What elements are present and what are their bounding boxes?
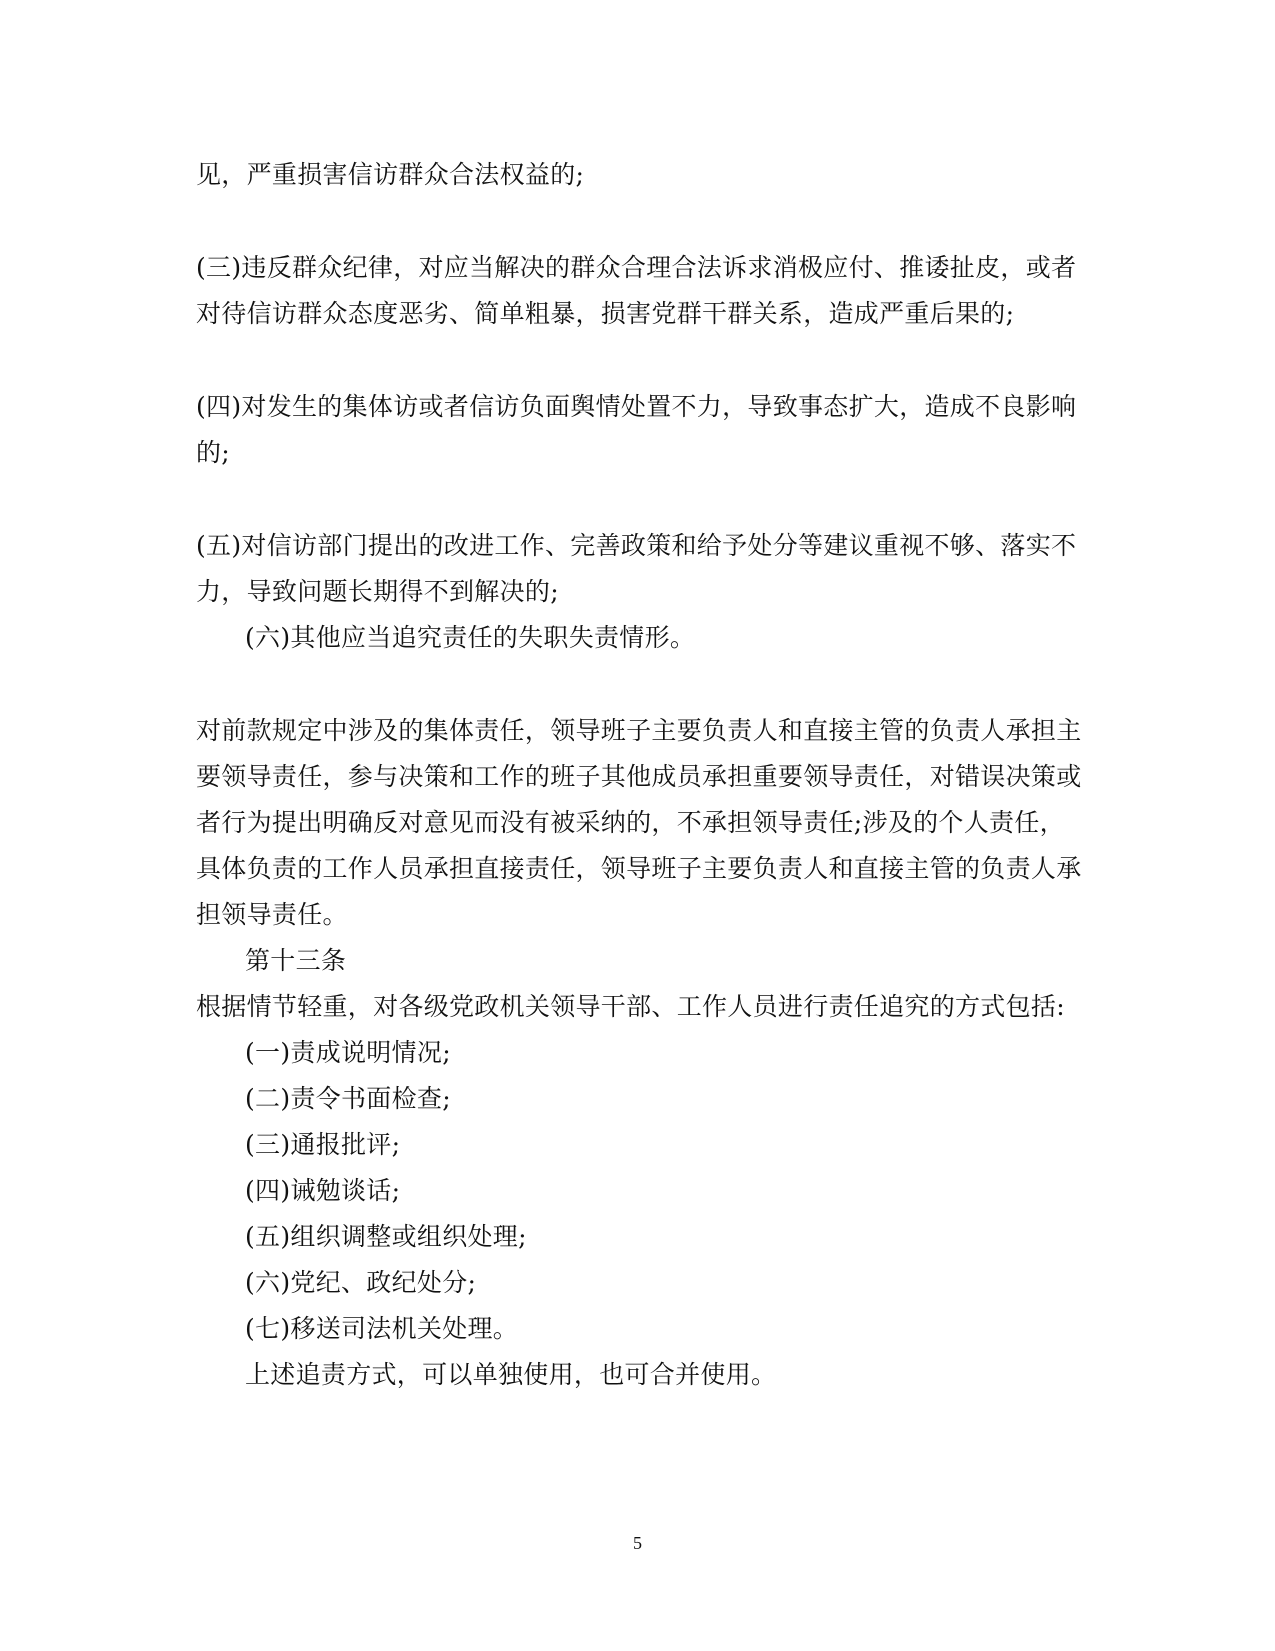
text-line-2: (三)违反群众纪律，对应当解决的群众合理合法诉求消极应付、推诿扯皮，或者: [196, 253, 1077, 282]
text-line-15: 根据情节轻重，对各级党政机关领导干部、工作人员进行责任追究的方式包括:: [196, 992, 1065, 1021]
text-line-1: 见，严重损害信访群众合法权益的;: [196, 160, 585, 189]
text-line-11: 者行为提出明确反对意见而没有被采纳的，不承担领导责任;涉及的个人责任，: [196, 808, 1065, 837]
text-line-12: 具体负责的工作人员承担直接责任，领导班子主要负责人和直接主管的负责人承: [196, 854, 1082, 883]
text-line-13: 担领导责任。: [196, 900, 348, 929]
page-number: 5: [633, 1533, 642, 1553]
list-item-2: (二)责令书面检查;: [245, 1084, 451, 1113]
text-line-9: 对前款规定中涉及的集体责任，领导班子主要负责人和直接主管的负责人承担主: [196, 716, 1082, 745]
list-item-5: (五)组织调整或组织处理;: [245, 1222, 527, 1251]
text-line-4: (四)对发生的集体访或者信访负面舆情处置不力，导致事态扩大，造成不良影响: [196, 392, 1077, 421]
list-item-4: (四)诫勉谈话;: [245, 1176, 401, 1205]
text-line-5: 的;: [196, 438, 231, 467]
text-line-8: (六)其他应当追究责任的失职失责情形。: [245, 623, 696, 652]
text-line-10: 要领导责任，参与决策和工作的班子其他成员承担重要领导责任，对错误决策或: [196, 762, 1082, 791]
text-line-23: 上述追责方式，可以单独使用，也可合并使用。: [245, 1360, 777, 1389]
list-item-7: (七)移送司法机关处理。: [245, 1314, 519, 1343]
list-item-1: (一)责成说明情况;: [245, 1038, 451, 1067]
text-line-7: 力，导致问题长期得不到解决的;: [196, 577, 559, 606]
text-line-3: 对待信访群众态度恶劣、简单粗暴，损害党群干群关系，造成严重后果的;: [196, 299, 1015, 328]
list-item-3: (三)通报批评;: [245, 1130, 401, 1159]
list-item-6: (六)党纪、政纪处分;: [245, 1268, 477, 1297]
text-line-6: (五)对信访部门提出的改进工作、完善政策和给予处分等建议重视不够、落实不: [196, 531, 1077, 560]
article-heading: 第十三条: [245, 946, 347, 975]
